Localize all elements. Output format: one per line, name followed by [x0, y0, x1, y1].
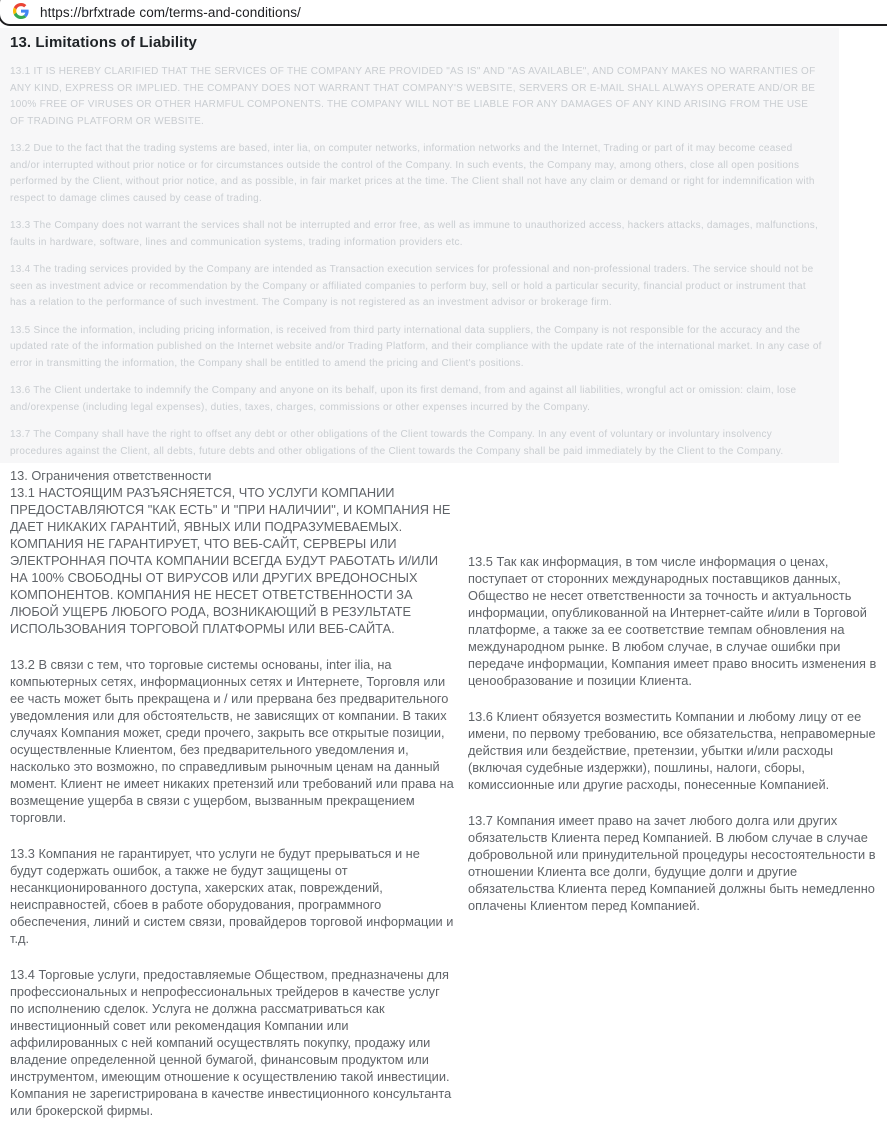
google-favicon-icon: [13, 3, 29, 19]
ru-clause-13-6: 13.6 Клиент обязуется возместить Компании и любому лицу от ее имени, по первому требованию, все обязательства, неправомерные действия или бездействие, претензии, убытки и/или расходы (включая судебные издержки), пошлины, налоги, сборы, комиссионные или другие расходы, понесенные Компанией.: [468, 709, 876, 792]
russian-left-column: [10, 464, 456, 1138]
ru-clause-13-4: 13.4 Торговые услуги, предоставляемые Обществом, предназначены для профессиональных и непрофессиональных трейдеров в качестве услуг по исполнению сделок. Услуга не должна рассматриваться как инвестиционный совет или рекомендация Компании или аффилированных с ней компаний осуществлять покупку, продажу или владение определенной ценной бумагой, финансовым продуктом или инструментом, имеющим отношение к осуществлению такой инвестиции. Компания не зарегистрирована в качестве инвестиционного консультанта или брокерской фирмы.: [10, 967, 452, 1118]
en-clause-13-3: 13.3 The Company does not warrant the services shall not be interrupted and error free, as well as immune to unauthorized access, hackers attacks, damages, malfunctions, faults in hardware, software, lines and communication systems, trading information providers etc.: [10, 220, 819, 248]
russian-terms-section: [0, 464, 887, 1138]
ru-clause-13-2: 13.2 В связи с тем, что торговые системы основаны, inter ilia, на компьютерных сетях, информационных сетях и Интернете, Торговля или ее часть может быть прекращена и / или прервана без предварительного уведомления или для обстоятельств, не зависящих от компании. В таких случаях Компания может, среди прочего, закрыть все открытые позиции, осуществленные Клиентом, без предварительного уведомления и, насколько это возможно, по справедливым рыночным ценам на данный момент. Клиент не имеет никаких претензий или требований или права на возмещение ущерба в связи с ущербом, вызванным прекращением торговли.: [10, 657, 454, 825]
ru-clause-13-3: 13.3 Компания не гарантирует, что услуги не будут прерываться и не будут содержать ошибок, а также не будут защищены от несанкционированного доступа, хакерских атак, повреждений, неисправностей, сбоев в работе оборудования, программного обеспечения, линий и систем связи, провайдеров торговой информации и т.д.: [10, 846, 454, 946]
address-bar[interactable]: [0, 0, 887, 26]
en-clause-13-4: 13.4 The trading services provided by the Company are intended as Transaction execution services for professional and non-professional traders. The service should not be seen as investment advice or recommendation by the Company or affiliated companies to perform buy, sell or hold a particular security, financial product or instrument that has a relation to the performance of such investment. The Company is not registered as an investment advisor or brokerage firm.: [10, 264, 814, 308]
ru-clause-13-1: 13.1 НАСТОЯЩИМ РАЗЪЯСНЯЕТСЯ, ЧТО УСЛУГИ КОМПАНИИ ПРЕДОСТАВЛЯЮТСЯ "КАК ЕСТЬ" И "ПРИ НАЛИЧИИ", И КОМПАНИЯ НЕ ДАЕТ НИКАКИХ ГАРАНТИЙ, ЯВНЫХ ИЛИ ПОДРАЗУМЕВАЕМЫХ. КОМПАНИЯ НЕ ГАРАНТИРУЕТ, ЧТО ВЕБ-САЙТ, СЕРВЕРЫ ИЛИ ЭЛЕКТРОННАЯ ПОЧТА КОМПАНИИ ВСЕГДА БУДУТ РАБОТАТЬ И/ИЛИ НА 100% СВОБОДНЫ ОТ ВИРУСОВ ИЛИ ДРУГИХ ВРЕДОНОСНЫХ КОМПОНЕНТОВ. КОМПАНИЯ НЕ НЕСЕТ ОТВЕТСТВЕННОСТИ ЗА ЛЮБОЙ УЩЕРБ ЛЮБОГО РОДА, ВОЗНИКАЮЩИЙ В РЕЗУЛЬТАТЕ ИСПОЛЬЗОВАНИЯ ТОРГОВОЙ ПЛАТФОРМЫ ИЛИ ВЕБ-САЙТА.: [10, 485, 451, 636]
en-clause-13-1: 13.1 IT IS HEREBY CLARIFIED THAT THE SERVICES OF THE COMPANY ARE PROVIDED "AS IS" AND "AS AVAILABLE", AND COMPANY MAKES NO WARRANTIES OF ANY KIND, EXPRESS OR IMPLIED. THE COMPANY DOES NOT WARRANT THAT COMPANY'S WEBSITE, SERVERS OR E-MAIL SHALL ALWAYS OPERATE AND/OR BE 100% FREE OF VIRUSES OR OTHER HARMFUL COMPONENTS. THE COMPANY WILL NOT BE LIABLE FOR ANY DAMAGES OF ANY KIND ARISING FROM THE USE OF TRADING PLATFORM OR WEBSITE.: [10, 66, 816, 127]
en-clause-13-7: 13.7 The Company shall have the right to offset any debt or other obligations of the Client towards the Company. In any event of voluntary or involuntary insolvency procedures against the Client, all debts, future debts and other obligations of the Client towards the Company shall be paid immediately by the Client to the Company.: [10, 429, 784, 457]
en-clause-13-6: 13.6 The Client undertake to indemnify the Company and anyone on its behalf, upon its first demand, from and against all liabilities, wrongful act or omission: claim, lose and/orexpense (including legal expenses), duties, taxes, charges, commissions or other expenses incurred by the Company.: [10, 385, 797, 413]
en-clause-13-5: 13.5 Since the information, including pricing information, is received from third party international data suppliers, the Company is not responsible for the accuracy and the updated rate of the information published on the Internet website and/or Trading Platform, and their compliance with the update rate of the international market. In any case of error in transmitting the information, the Company shall be entitled to amend the pricing and Client's positions.: [10, 324, 822, 369]
english-terms-panel: [0, 28, 839, 463]
ru-clause-13-5: 13.5 Так как информация, в том числе информация о ценах, поступает от сторонних международных поставщиков данных, Общество не несет ответственности за точность и актуальность информации, опубликованной на Интернет-сайте и/или в Торговой платформе, а также за ее соответствие темпам обновления на международном рынке. В любом случае, в случае ошибки при передаче информации, Компания имеет право вносить изменения в ценообразование и позиции Клиента.: [468, 554, 877, 688]
russian-right-column: [456, 464, 877, 1138]
en-clause-13-2: 13.2 Due to the fact that the trading systems are based, inter lia, on computer networks, information networks and the Internet, Trading or part of it may become ceased and/or interrupted without prior notice or for circumstances outside the control of the Company. In such events, the Company may, among others, close all open positions performed by the Client, without prior notice, and as possible, in fair market prices at the time. The Client shall not have any claim or demand or right for indemnification with respect to damage climes caused by cease of trading.: [10, 143, 815, 204]
ru-clause-13-7: 13.7 Компания имеет право на зачет любого долга или других обязательств Клиента перед Компанией. В любом случае в случае добровольной или принудительной процедуры несостоятельности в отношении Клиента все долги, будущие долги и другие обязательства Клиента перед Компанией должны быть немедленно оплачены Клиентом перед Компанией.: [468, 813, 876, 913]
page-title: 13. Limitations of Liability: [10, 34, 197, 51]
url-text[interactable]: https://brfxtrade com/terms-and-conditions/: [40, 5, 301, 20]
russian-section-title: 13. Ограничения ответственности: [10, 468, 212, 483]
